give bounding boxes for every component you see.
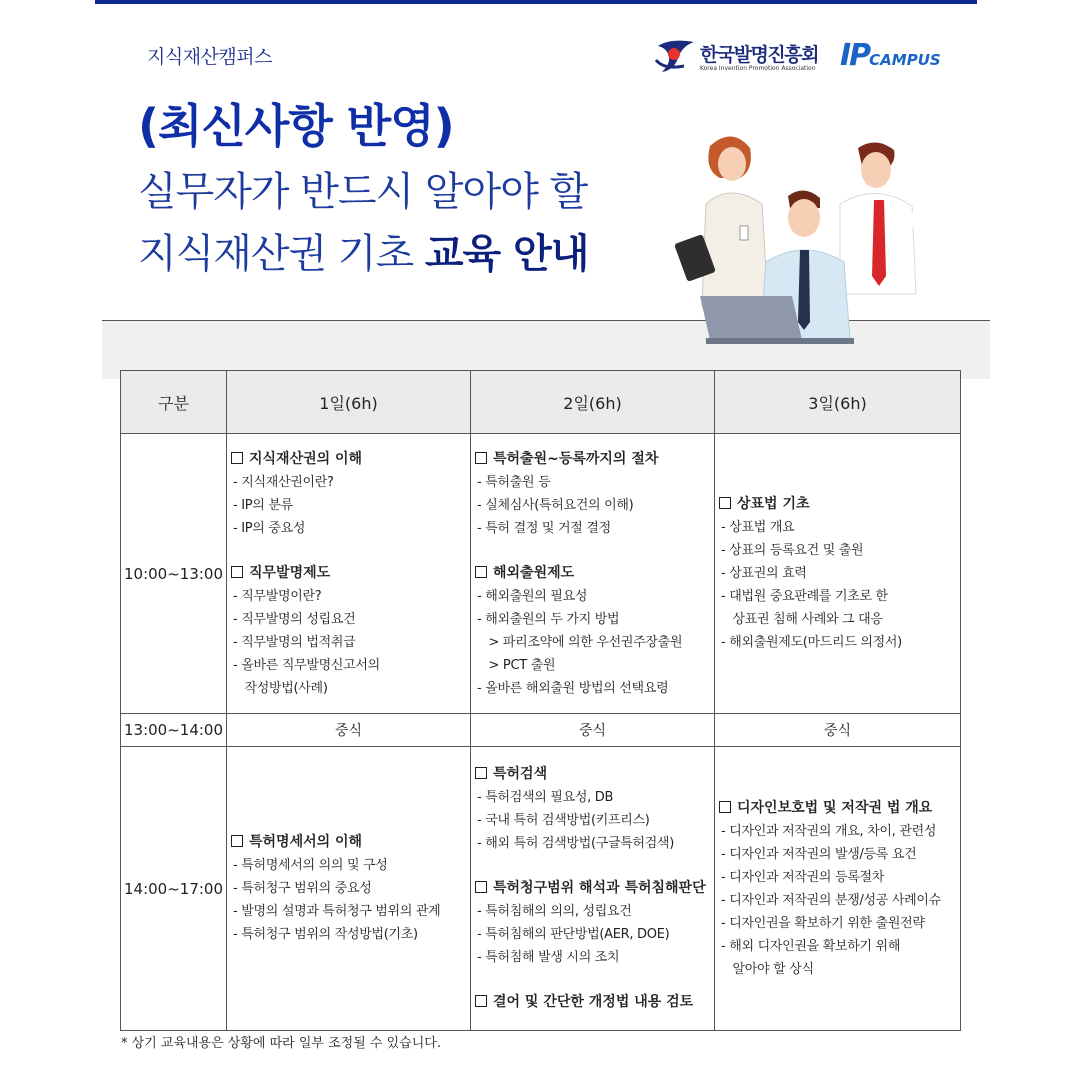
afternoon-time: 14:00~17:00 bbox=[121, 747, 227, 1031]
topic-items bbox=[719, 516, 956, 654]
headline-line-3-plain: 지식재산권 기초 bbox=[138, 231, 414, 277]
topic-item: > 파리조약에 의한 우선권주장출원 bbox=[477, 634, 683, 650]
topic-block bbox=[719, 493, 956, 654]
topic-title bbox=[475, 763, 710, 786]
topic-items bbox=[475, 471, 710, 540]
topic-title-text: 직무발명제도 bbox=[249, 564, 331, 581]
footnote: * 상기 교육내용은 상황에 따라 일부 조정될 수 있습니다. bbox=[121, 1036, 441, 1051]
office-workers-illustration bbox=[670, 126, 950, 350]
ip-logo-prefix: IP bbox=[840, 38, 870, 73]
topic-item: - 해외 디자인권을 확보하기 위해 bbox=[721, 938, 901, 954]
checkbox-square-icon bbox=[475, 452, 487, 464]
topic-item: - 해외출원의 두 가지 방법 bbox=[477, 611, 620, 627]
topic-block bbox=[231, 562, 466, 700]
topic-item: - 해외출원제도(마드리드 의정서) bbox=[721, 635, 902, 650]
checkbox-square-icon bbox=[475, 881, 487, 893]
topic-title bbox=[231, 562, 466, 585]
topic-block bbox=[475, 448, 710, 540]
topic-item: - 디자인권을 확보하기 위한 출원전략 bbox=[721, 915, 925, 931]
header-day-2: 2일(6h) bbox=[471, 371, 715, 434]
checkbox-square-icon bbox=[231, 835, 243, 847]
ip-logo-suffix: CAMPUS bbox=[869, 51, 941, 69]
afternoon-day-2 bbox=[471, 747, 715, 1031]
topic-item: - 국내 특허 검색방법(키프리스) bbox=[477, 813, 650, 828]
topic-title-text: 특허명세서의 이해 bbox=[249, 834, 363, 850]
afternoon-day-3 bbox=[715, 747, 961, 1031]
ip-campus-logo bbox=[840, 38, 950, 78]
topic-item: - 특허청구 범위의 작성방법(기초) bbox=[233, 927, 418, 942]
topic-item: - 디자인과 저작권의 발생/등록 요건 bbox=[721, 846, 917, 862]
afternoon-day-1 bbox=[227, 747, 471, 1031]
topic-item: > PCT 출원 bbox=[477, 657, 556, 673]
topic-item: - 직무발명의 성립요건 bbox=[233, 611, 356, 627]
header-logos bbox=[654, 34, 954, 84]
checkbox-square-icon bbox=[475, 995, 487, 1007]
topic-item: - 특허침해 발생 시의 조치 bbox=[477, 950, 620, 965]
topic-item: - 특허출원 등 bbox=[477, 474, 551, 490]
checkbox-square-icon bbox=[475, 767, 487, 779]
topic-item: - 특허청구 범위의 중요성 bbox=[233, 881, 372, 896]
topic-item: - 상표권의 효력 bbox=[721, 566, 807, 581]
top-accent-bar bbox=[95, 0, 977, 4]
topic-item: - 특허검색의 필요성, DB bbox=[477, 790, 614, 805]
morning-time: 10:00~13:00 bbox=[121, 434, 227, 714]
morning-row bbox=[121, 434, 961, 714]
topic-items bbox=[231, 471, 466, 540]
header-category: 구분 bbox=[121, 371, 227, 434]
checkbox-square-icon bbox=[231, 566, 243, 578]
topic-title-text: 지식재산권의 이해 bbox=[249, 450, 363, 467]
topic-item: - IP의 중요성 bbox=[233, 520, 306, 536]
morning-day-1 bbox=[227, 434, 471, 714]
topic-title bbox=[475, 991, 710, 1014]
topic-item: 알아야 할 상식 bbox=[721, 961, 814, 977]
topic-title-text: 해외출원제도 bbox=[493, 564, 575, 581]
topic-item: - 특허침해의 의의, 성립요건 bbox=[477, 904, 632, 919]
topic-items bbox=[719, 820, 956, 981]
topic-item: 작성방법(사례) bbox=[233, 680, 328, 696]
topic-title bbox=[475, 877, 710, 900]
checkbox-square-icon bbox=[719, 497, 731, 509]
topic-block bbox=[231, 831, 466, 946]
topic-item: - 디자인과 저작권의 등록절차 bbox=[721, 869, 884, 885]
topic-items bbox=[231, 854, 466, 946]
topic-item: 상표권 침해 사례와 그 대응 bbox=[721, 612, 883, 627]
topic-items bbox=[475, 585, 710, 700]
topic-block bbox=[719, 797, 956, 981]
topic-title bbox=[475, 448, 710, 471]
topic-item: - 상표의 등록요건 및 출원 bbox=[721, 543, 864, 558]
topic-title bbox=[231, 448, 466, 471]
topic-items bbox=[475, 786, 710, 855]
topic-title-text: 특허청구범위 해석과 특허침해판단 bbox=[493, 880, 706, 896]
topic-block bbox=[475, 991, 710, 1014]
table-header-row bbox=[121, 371, 961, 434]
topic-item: - 디자인과 저작권의 개요, 차이, 관련성 bbox=[721, 823, 937, 839]
topic-item: - 해외 특허 검색방법(구글특허검색) bbox=[477, 836, 675, 851]
checkbox-square-icon bbox=[719, 801, 731, 813]
kipa-emblem-icon bbox=[654, 36, 698, 76]
header-day-1: 1일(6h) bbox=[227, 371, 471, 434]
schedule-table bbox=[120, 370, 961, 1031]
campus-name: 지식재산캠퍼스 bbox=[147, 46, 272, 68]
topic-items bbox=[475, 900, 710, 969]
afternoon-row bbox=[121, 747, 961, 1031]
topic-title-text: 상표법 기초 bbox=[737, 496, 810, 512]
headline-line-3 bbox=[138, 222, 588, 279]
headline-line-3-bold: 교육 안내 bbox=[424, 231, 589, 277]
topic-item: - 대법원 중요판례를 기초로 한 bbox=[721, 589, 888, 604]
topic-title bbox=[231, 831, 466, 854]
topic-item: - 직무발명이란? bbox=[233, 588, 322, 604]
topic-title-text: 특허검색 bbox=[493, 766, 548, 782]
topic-title-text: 결어 및 간단한 개정법 내용 검토 bbox=[493, 994, 694, 1010]
lunch-day-3: 중식 bbox=[715, 714, 961, 747]
topic-title bbox=[475, 562, 710, 585]
topic-item: - 실체심사(특허요건의 이해) bbox=[477, 497, 634, 513]
headline-line-2: 실무자가 반드시 알아야 할 bbox=[138, 169, 588, 215]
morning-day-3 bbox=[715, 434, 961, 714]
kipa-logo bbox=[654, 36, 824, 80]
morning-day-2 bbox=[471, 434, 715, 714]
lunch-day-1: 중식 bbox=[227, 714, 471, 747]
topic-item: - 특허 결정 및 거절 결정 bbox=[477, 520, 611, 536]
topic-block bbox=[475, 763, 710, 855]
topic-item: - 올바른 직무발명신고서의 bbox=[233, 657, 380, 673]
topic-item: - 특허침해의 판단방법(AER, DOE) bbox=[477, 927, 670, 942]
checkbox-square-icon bbox=[475, 566, 487, 578]
checkbox-square-icon bbox=[231, 452, 243, 464]
topic-block bbox=[475, 562, 710, 700]
topic-title bbox=[719, 797, 956, 820]
topic-block bbox=[475, 877, 710, 969]
topic-title bbox=[719, 493, 956, 516]
topic-item: - 디자인과 저작권의 분쟁/성공 사례이슈 bbox=[721, 892, 941, 908]
topic-item: - 상표법 개요 bbox=[721, 520, 795, 535]
lunch-day-2: 중식 bbox=[471, 714, 715, 747]
kipa-subtitle: Korea Invention Promotion Association bbox=[700, 65, 816, 72]
headline-line-1: (최신사항 반영) bbox=[138, 99, 454, 153]
lunch-time: 13:00~14:00 bbox=[121, 714, 227, 747]
topic-item: - 발명의 설명과 특허청구 범위의 관계 bbox=[233, 904, 441, 919]
header-day-3: 3일(6h) bbox=[715, 371, 961, 434]
topic-item: - 직무발명의 법적취급 bbox=[233, 634, 356, 650]
kipa-name: 한국발명진흥회 bbox=[700, 44, 818, 66]
topic-item: - 해외출원의 필요성 bbox=[477, 588, 588, 604]
topic-item: - IP의 분류 bbox=[233, 497, 293, 513]
topic-title-text: 특허출원~등록까지의 절차 bbox=[493, 450, 659, 467]
topic-item: - 특허명세서의 의의 및 구성 bbox=[233, 858, 388, 873]
topic-title-text: 디자인보호법 및 저작권 법 개요 bbox=[737, 799, 933, 816]
topic-items bbox=[231, 585, 466, 700]
topic-block bbox=[231, 448, 466, 540]
topic-item: - 올바른 해외출원 방법의 선택요령 bbox=[477, 680, 669, 696]
topic-item: - 지식재산권이란? bbox=[233, 474, 334, 490]
lunch-row bbox=[121, 714, 961, 747]
